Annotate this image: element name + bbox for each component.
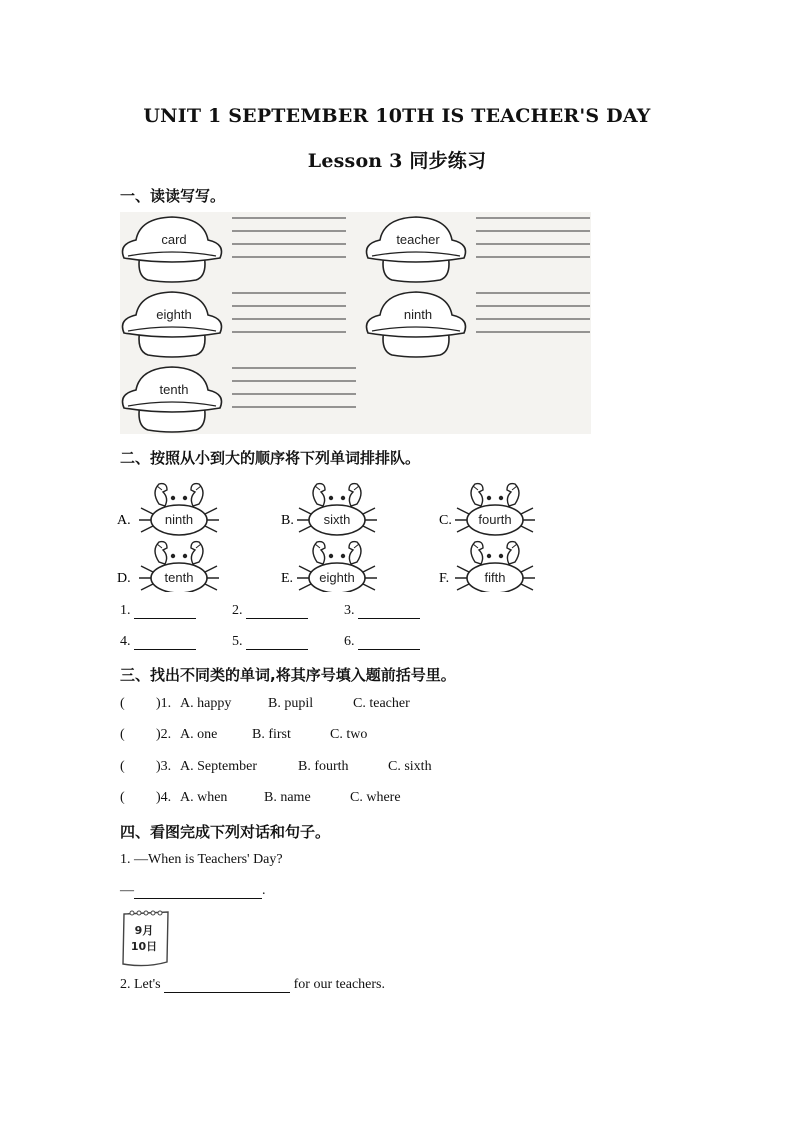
- question-1-answer: — .: [120, 883, 266, 898]
- crab-C: [439, 484, 535, 535]
- question-1: 1. —When is Teachers' Day?: [120, 852, 283, 867]
- lesson-subtitle: Lesson 3 同步练习: [307, 150, 487, 172]
- answer-blank[interactable]: [134, 884, 262, 899]
- crab-letter: A.: [117, 513, 131, 528]
- mushroom-picture: [120, 212, 591, 434]
- answer-blank[interactable]: [134, 635, 196, 650]
- crab-letter: C.: [439, 513, 452, 528]
- answer-3: 3.: [344, 603, 420, 619]
- mushroom-teacher: [367, 217, 466, 282]
- answer-blank[interactable]: [358, 604, 420, 619]
- crab-letter: F.: [439, 571, 450, 586]
- crab-word: fifth: [484, 570, 506, 585]
- section3-heading: 三、找出不同类的单词,将其序号填入题前括号里。: [120, 666, 456, 684]
- section1-heading: 一、读读写写。: [120, 187, 226, 205]
- question-2: 2. Let's for our teachers.: [120, 977, 385, 992]
- crab-A: [117, 484, 219, 535]
- calendar-icon: [120, 908, 172, 968]
- answer-5: 5.: [232, 634, 308, 650]
- section2-heading: 二、按照从小到大的顺序将下列单词排排队。: [120, 449, 421, 467]
- crab-D: [117, 542, 219, 592]
- answer-1: 1.: [120, 603, 196, 619]
- answer-6: 6.: [344, 634, 420, 650]
- mushroom-eighth: [123, 292, 222, 357]
- answer-blank[interactable]: [134, 604, 196, 619]
- calendar-month: 9月: [134, 924, 154, 937]
- crab-letter: B.: [281, 513, 294, 528]
- mushroom-tenth: [123, 367, 222, 432]
- word-tenth: tenth: [159, 382, 189, 397]
- crab-word: fourth: [478, 512, 512, 527]
- crab-B: [281, 484, 377, 535]
- crab-word: tenth: [164, 570, 194, 585]
- section4-heading: 四、看图完成下列对话和句子。: [120, 823, 331, 841]
- word-ninth: ninth: [403, 307, 433, 322]
- worksheet-title: UNIT 1 SEPTEMBER 10TH IS TEACHER'S DAY: [143, 105, 651, 127]
- word-teacher: teacher: [396, 232, 440, 247]
- answer-blank[interactable]: [246, 635, 308, 650]
- crab-letter: E.: [281, 571, 294, 586]
- crab-letter: D.: [117, 571, 131, 586]
- answer-2: 2.: [232, 603, 308, 619]
- mushroom-ninth: [367, 292, 466, 357]
- crab-picture: [115, 474, 535, 592]
- crab-word: eighth: [319, 570, 355, 585]
- answer-4: 4.: [120, 634, 196, 650]
- crab-word: ninth: [164, 512, 194, 527]
- answer-blank[interactable]: [358, 635, 420, 650]
- calendar-day: 10日: [130, 940, 158, 953]
- crab-E: [281, 542, 377, 592]
- crab-word: sixth: [323, 512, 351, 527]
- crab-F: [439, 542, 535, 592]
- answer-blank[interactable]: [164, 978, 290, 993]
- answer-blank[interactable]: [246, 604, 308, 619]
- word-eighth: eighth: [156, 307, 192, 322]
- mushroom-card: [123, 217, 222, 282]
- word-card: card: [161, 232, 187, 247]
